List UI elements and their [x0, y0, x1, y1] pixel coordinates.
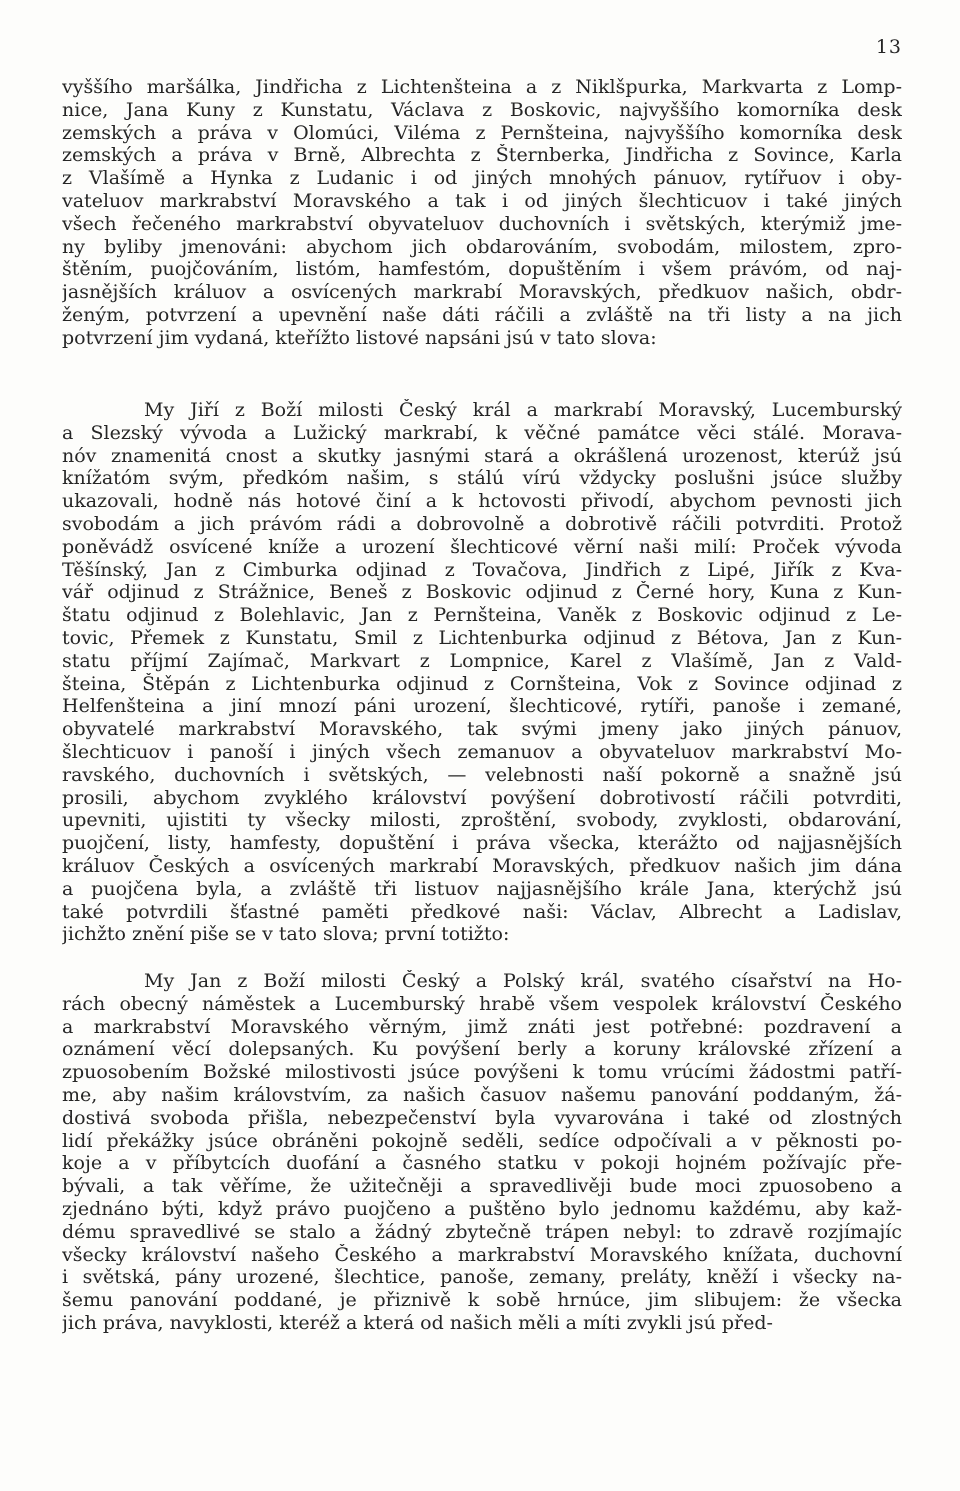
text-line: nice, Jana Kuny z Kunstatu, Václava z Boskovic, najvyššího komorníka desk: [62, 98, 902, 121]
text-line: vyššího maršálka, Jindřicha z Lichtenšteina a z Niklšpurka, Markvarta z Lomp-: [62, 76, 902, 98]
text-line: zemských a práva v Olomúci, Viléma z Pernšteina, najvyššího komorníka desk: [62, 121, 902, 144]
text-line: všech řečeného markrabství obyvateluov duchovních i světských, kterýmiž jme-: [62, 212, 902, 235]
text-line: z Vlašímě a Hynka z Ludanic i od jiných mnohých pánuov, rytířuov i oby-: [62, 167, 902, 190]
text-line: štatu odjinud z Bolehlavic, Jan z Pernšteina, Vaněk z Boskovic odjinud z Le-: [62, 604, 902, 627]
text-line: koje a v příbytcích duofání a časného statku v pokoji hojném požívajíc pře-: [62, 1152, 902, 1175]
text-line: me, aby našim královstvím, za našich časuov našemu panování poddaným, žá-: [62, 1083, 902, 1106]
paragraph: [62, 399, 902, 946]
text-line: rách obecný náměstek a Lucemburský hrabě všem vespolek království Českého: [62, 992, 902, 1015]
text-line: všecky království našeho Českého a markrabství Moravského knížata, duchovní: [62, 1243, 902, 1266]
text-line: zpuosobením Božské milostivosti jsúce povýšeni k tomu vrúcími žádostmi patří-: [62, 1061, 902, 1084]
text-line: bývali, a tak věříme, že užitečněji a spravedlivěji bude moci zpuosobeno a: [62, 1175, 902, 1198]
text-line: My Jiří z Boží milosti Český král a markrabí Moravský, Lucemburský: [144, 399, 902, 421]
text-line: a Slezský vývoda a Lužický markrabí, k věčné památce věci stálé. Morava-: [62, 421, 902, 444]
text-line: ravského, duchovních i světských, — velebnosti naší pokorně a snažně jsú: [62, 763, 902, 786]
text-line: puojčení, listy, hamfesty, dopuštění i práva všecka, kterážto od najjasnějších: [62, 832, 902, 855]
text-line: lidí překážky jsúce obráněni pokojně seděli, sedíce odpočívali a v pěknosti po-: [62, 1129, 902, 1152]
paragraph: [62, 970, 902, 1335]
text-line: upevniti, ujistiti ty všecky milosti, zproštění, svobody, zvyklosti, obdarování,: [62, 809, 902, 832]
text-line: vateluov markrabství Moravského a tak i od jiných šlechticuov i také jiných: [62, 189, 902, 212]
text-line: i světská, pány urozené, šlechtice, panoše, zemany, preláty, kněží i všecky na-: [62, 1266, 902, 1289]
text-line: zjednáno býti, když právo puojčeno a puštěno bylo jednomu každému, aby kaž-: [62, 1197, 902, 1220]
text-line: prosili, abychom zvyklého království povýšení dobrotivostí ráčili potvrditi,: [62, 786, 902, 809]
text-line: šemu panování poddané, je přiznivě k sobě hrnúce, jim slibujem: že všecka: [62, 1289, 902, 1312]
text-line: jich práva, navyklosti, kteréž a která od našich měli a míti zvykli jsú před-: [62, 1311, 773, 1334]
paragraph: [62, 76, 902, 350]
text-line: Těšínský, Jan z Cimburka odjinad z Tovačova, Jindřich z Lipé, Jiřík z Kva-: [62, 558, 902, 581]
text-line: oznámení věcí dolepsaných. Ku povýšení berly a koruny královské zřízení a: [62, 1038, 902, 1061]
text-line: jichžto znění piše se v tato slova; první totižto:: [62, 923, 510, 946]
text-line: a puojčena byla, a zvláště tři listuov najjasnějšího krále Jana, kterýchž jsú: [62, 877, 902, 900]
text-line: zemských a práva v Brně, Albrechta z Šternberka, Jindřicha z Sovince, Karla: [62, 144, 902, 167]
text-line: šlechticuov i panoší i jiných všech zemanuov a obyvateluov markrabství Mo-: [62, 740, 902, 763]
text-line: ukazovali, hodně nás hotové činí a k hctovosti přivodí, abychom pevnosti jich: [62, 490, 902, 513]
text-line: také potvrdili šťastné paměti předkové naši: Václav, Albrecht a Ladislav,: [62, 900, 902, 923]
text-line: jasnějších králuov a osvícených markrabí Moravských, předkuov našich, obdr-: [62, 281, 902, 304]
text-line: Helfenšteina a jiní mnozí páni urození, šlechticové, rytíři, panoše i zemané,: [62, 695, 902, 718]
text-line: potvrzení jim vydaná, kteřížto listové napsáni jsú v tato slova:: [62, 326, 657, 349]
text-line: šteina, Štěpán z Lichtenburka odjinud z Cornšteina, Vok z Sovince odjinad z: [62, 672, 902, 695]
text-line: ny byliby jmenováni: abychom jich obdarováním, svobodám, milostem, zpro-: [62, 235, 902, 258]
text-line: svobodám a jich právóm rádi a dobrovolně a dobrotivě ráčili potvrditi. Protož: [62, 512, 902, 535]
text-line: ženým, potvrzení a upevnění naše dáti ráčili a zvláště na tři listy a na jich: [62, 303, 902, 326]
page-number: 13: [875, 36, 902, 58]
text-line: králuov Českých a osvícených markrabí Moravských, předkuov našich jim dána: [62, 854, 902, 877]
text-line: statu příjmí Zajímač, Markvart z Lompnice, Karel z Vlašímě, Jan z Vald-: [62, 649, 902, 672]
text-line: tovic, Přemek z Kunstatu, Smil z Lichtenburka odjinud z Bétova, Jan z Kun-: [62, 626, 902, 649]
text-line: vář odjinud z Strážnice, Beneš z Boskovic odjinud z Černé hory, Kuna z Kun-: [62, 581, 902, 604]
text-line: My Jan z Boží milosti Český a Polský král, svatého císařství na Ho-: [144, 970, 902, 992]
text-line: knížatóm svým, předkóm našim, s stálú vírú vždycky poslušni jsúce služby: [62, 467, 902, 490]
text-line: obyvatelé markrabství Moravského, tak svými jmeny jako jiných pánuov,: [62, 718, 902, 741]
text-line: a markrabství Moravského věrným, jimž znáti jest potřebné: pozdravení a: [62, 1015, 902, 1038]
text-line: poněvádž osvícené kníže a urození šlechticové věrní naši milí: Proček vývoda: [62, 535, 902, 558]
text-line: štěním, puojčováním, listóm, hamfestóm, dopuštěním i všem právóm, od naj-: [62, 258, 902, 281]
text-line: dostivá svoboda přišla, nebezpečenství byla vyvarována i také od zlostných: [62, 1106, 902, 1129]
text-line: nóv znamenitá cnost a skutky jasnými stará a okrášlená urozenost, kterúž jsú: [62, 444, 902, 467]
text-line: dému spravedlivé se stalo a žádný zbytečně trápen nebyl: to zdravě rozjímajíc: [62, 1220, 902, 1243]
